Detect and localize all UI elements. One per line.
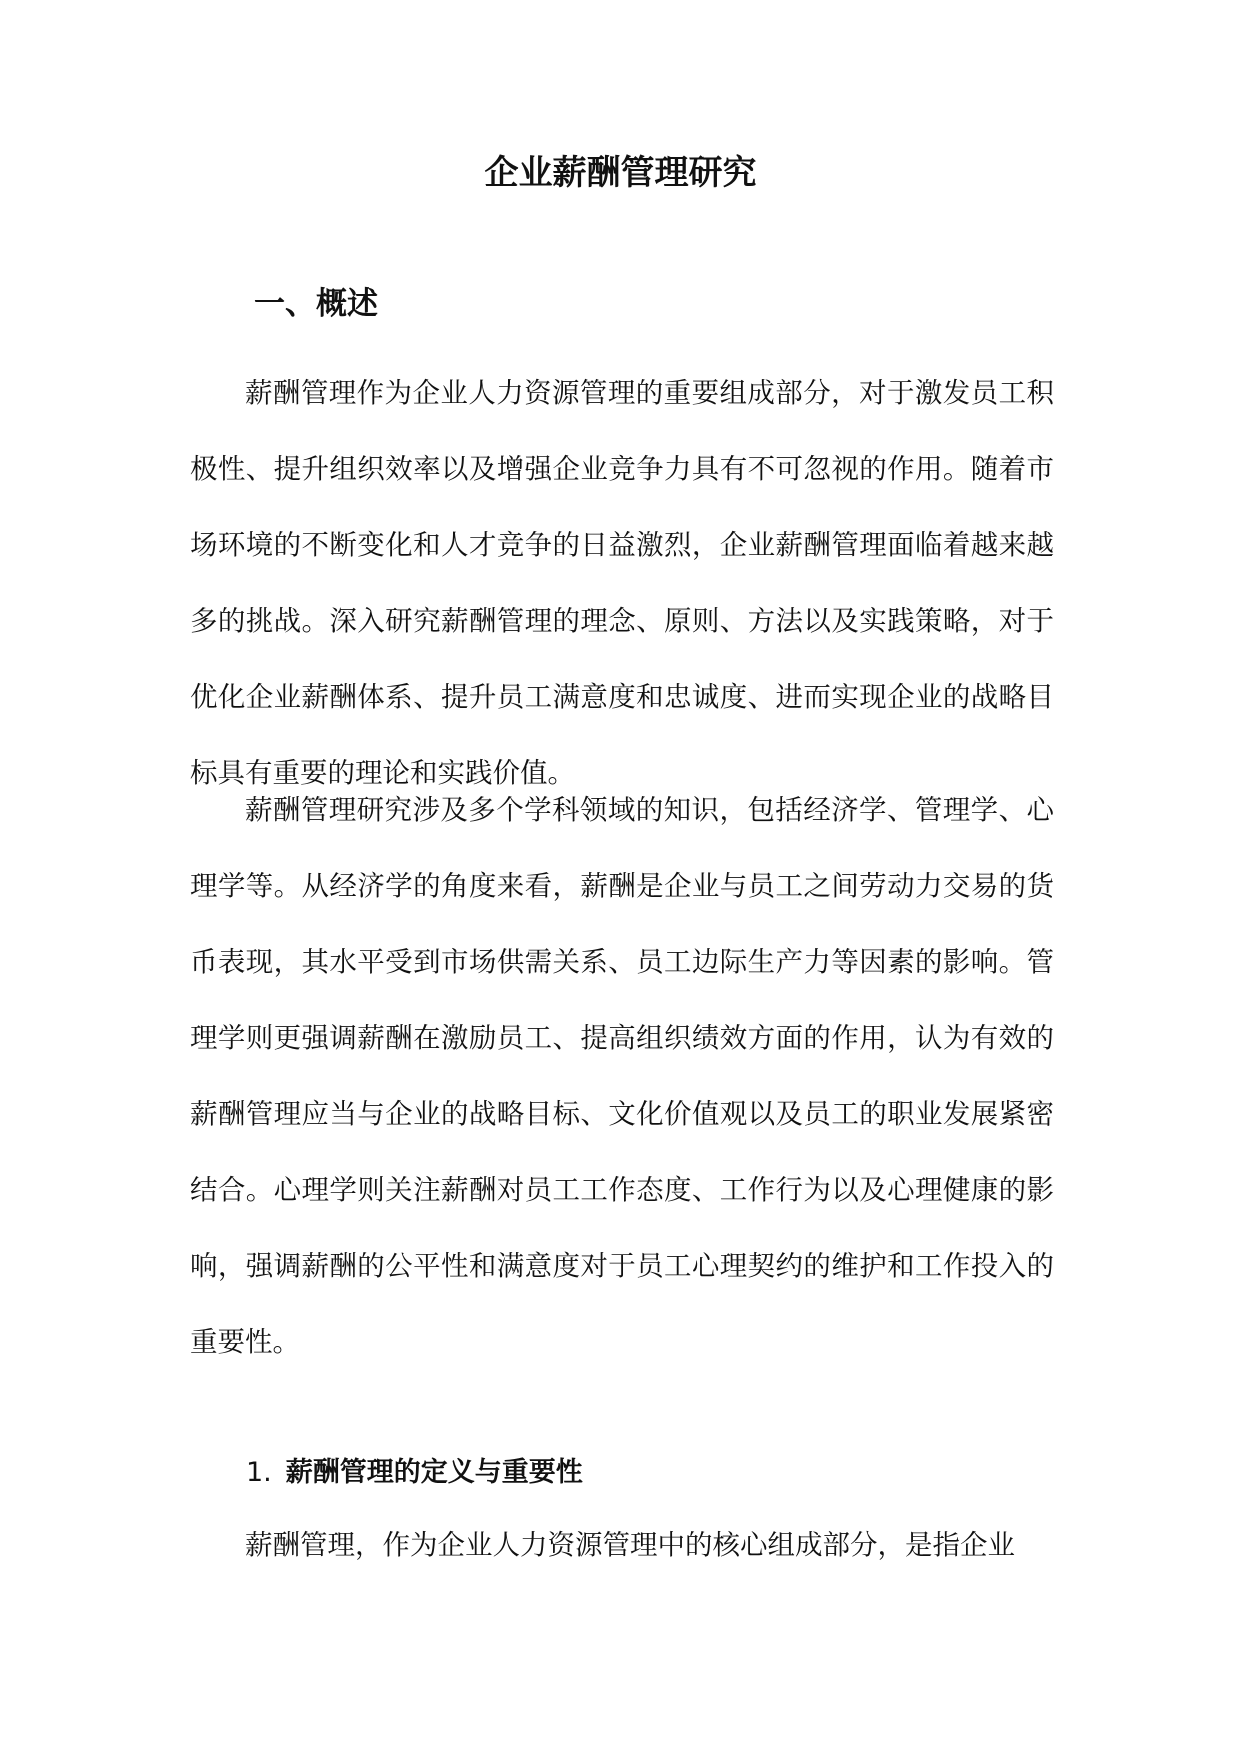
paragraph: 薪酬管理，作为企业人力资源管理中的核心组成部分，是指企业 <box>245 1529 1015 1561</box>
section-heading-overview: 一、概述 <box>254 286 378 322</box>
paragraph: 薪酬管理研究涉及多个学科领域的知识，包括经济学、管理学、心理学等。从经济学的角度来看，薪酬是企业与员工之间劳动力交易的货币表现，其水平受到市场供需关系、员工边际生产力等因素的影响。管理学则更强调薪酬在激励员工、提高组织绩效方面的作用，认为有效的薪酬管理应当与企业的战略目标、文化价值观以及员工的职业发展紧密结合。心理学则关注薪酬对员工工作态度、工作行为以及心理健康的影响，强调薪酬的公平性和满意度对于员工心理契约的维护和工作投入的重要性。 <box>190 794 1054 1358</box>
subsection-heading <box>246 1453 583 1493</box>
subsection-number: 1. <box>246 1457 272 1488</box>
subsection-title: 薪酬管理的定义与重要性 <box>285 1457 583 1488</box>
document-title: 企业薪酬管理研究 <box>484 153 757 193</box>
paragraph: 薪酬管理作为企业人力资源管理的重要组成部分，对于激发员工积极性、提升组织效率以及增强企业竞争力具有不可忽视的作用。随着市场环境的不断变化和人才竞争的日益激烈，企业薪酬管理面临着越来越多的挑战。深入研究薪酬管理的理念、原则、方法以及实践策略，对于优化企业薪酬体系、提升员工满意度和忠诚度、进而实现企业的战略目标具有重要的理论和实践价值。 <box>190 377 1054 789</box>
